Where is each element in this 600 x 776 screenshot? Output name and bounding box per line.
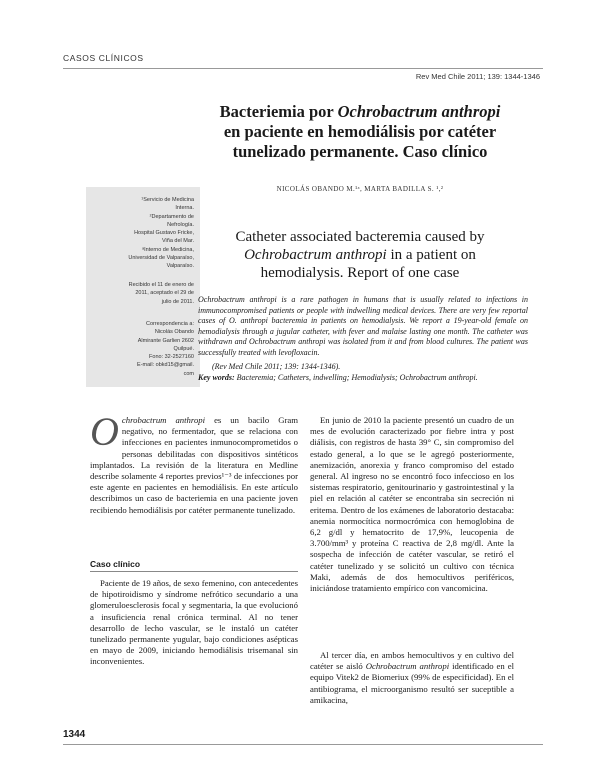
correspondence — [88, 320, 194, 378]
correspondence-line: Fono: 32-2527160 — [149, 354, 194, 361]
affiliation-line: ᵃInterno de Medicina, — [142, 246, 194, 253]
received-line: 2011, aceptado el 29 de — [135, 290, 194, 297]
affiliations — [88, 196, 194, 271]
correspondence-line: Quilpué. — [173, 345, 194, 352]
affiliation-line: ¹Servicio de Medicina — [141, 197, 194, 203]
correspondence-line: Correspondencia a: — [145, 321, 194, 327]
case-heading-rule — [90, 571, 298, 572]
affiliation-line: ²Departamento de — [149, 213, 194, 220]
article-title-spanish: Bacteriemia por Ochrobactrum anthropi en paciente en hemodiálisis por catéter tunelizado permanente. Caso clínico — [219, 102, 501, 161]
affiliation-line: Hospital Gustavo Fricke, — [134, 230, 194, 237]
drop-cap: O — [90, 409, 119, 454]
abstract: Ochrobactrum anthropi is a rare pathogen in humans that is usually related to infections in immunocompromised patients or people with indwelling medical devices. There are very few reportal cases of O. anthropi bacteremia in patients on hemodialysis. We report a 19-year-old female on hemodialysis through a jugular catheter, with fever and malaise lasting one month. The catheter was withdrawn and Ochrobactrum anthropi was isolated from it and from blood cultures. The patient was successfully treated with levofloxacin. — [198, 295, 528, 357]
received-line: Recibido el 11 de enero de — [128, 282, 194, 288]
author-list: NICOLÁS OBANDO M.¹ᵃ, MARTA BADILLA S. ¹,² — [276, 185, 444, 193]
keywords: Key words: Bacteremia; Catheters, indwelling; Hemodialysis; Ochrobactrum anthropi. — [198, 373, 478, 382]
received-line: julio de 2011. — [161, 298, 194, 305]
journal-reference: Rev Med Chile 2011; 139: 1344-1346 — [415, 72, 540, 81]
page-number: 1344 — [63, 729, 86, 740]
correspondence-line: E-mail: obkd15@gmail. — [137, 362, 194, 369]
case-heading: Caso clínico — [90, 559, 141, 569]
correspondence-line: Nicolás Obando — [154, 329, 194, 336]
right-paragraph-1: En junio de 2010 la paciente presentó un cuadro de un mes de evolución caracterizado por fiebre intra y post diálisis, con registros de hasta 39° C, sin compromiso del estado general, a lo que se le agregó posteriormente, anemización, anorexia y franco compromiso del estado general. Al ingreso no se encontró foco infeccioso en los sistemas respiratorio, genitourinario y gastrointestinal y la piel en relación al catéter se encontraba sin secreción ni eritema. Dentro de los exámenes de laboratorio destacaba: anemia normocítica normocrómica con hemoglobina de 6,2 g/dl y hematocrito de 17,9%, leucopenia de 3.700/mm³ y proteína C reactiva de 2,8 mg/dl. Ante la sospecha de infección de catéter vascular, se retiró el catéter tunelizado y se solicitó un cultivo con técnica Maki, además de dos hemocultivos periféricos, iniciándose tratamiento empírico con vancomicina. — [310, 415, 514, 594]
case-paragraph: Paciente de 19 años, de sexo femenino, con antecedentes de hipotiroidismo y síndrome nefrótico secundario a una glomeruloesclerosis focal y segmentaria, la que evolucionó a insuficiencia renal crónica terminal. Al no tener desarrollo de lecho vascular, se le instaló un catéter tunelizado permanente yugular, bajo condiciones asépticas en mayo de 2009, iniciando hemodiálisis trisemanal sin inconvenientes. — [90, 578, 298, 667]
affiliation-line: Universidad de Valparaíso, — [128, 255, 194, 262]
header-rule — [63, 68, 543, 69]
affiliation-line: Valparaíso. — [166, 263, 194, 270]
keywords-label: Key words: — [198, 373, 235, 382]
received-dates — [88, 281, 194, 306]
article-title-english: Catheter associated bacteremia caused by Ochrobactrum anthropi in a patient on hemodialysis. Report of one case — [235, 229, 485, 281]
affiliation-line: Viña del Mar. — [161, 238, 194, 245]
intro-paragraph: O chrobactrum anthropi es un bacilo Gram negativo, no fermentador, que se relaciona con infecciones en pacientes inmunocomprometidos o personas debilitadas con dispositivos sintéticos implantados. La revisión de la literatura en Medline describe solamente 4 reportes previos¹⁻³ de infecciones por este agente en pacientes en hemodiálisis. En este artículo describimos un caso de bacteriemia en una paciente joven recibiendo hemodiálisis por catéter permanente tunelizado. — [90, 409, 298, 515]
affiliation-line: Nefrología. — [167, 221, 194, 228]
footer-rule — [63, 744, 543, 745]
correspondence-line: Almirante Garlien 2602 — [137, 337, 194, 344]
citation: (Rev Med Chile 2011; 139: 1344-1346). — [212, 362, 341, 371]
right-paragraph-2: Al tercer día, en ambos hemocultivos y en cultivo del catéter se aisló Ochrobactrum anthropi identificado en el equipo Vitek2 de Biomeriux (99% de especificidad). En el antibiograma, el microorganismo resultó ser suceptible a amikacina, — [310, 650, 514, 705]
correspondence-line: com — [183, 370, 194, 377]
affiliation-line: Interna. — [175, 205, 194, 212]
section-label: CASOS CLÍNICOS — [63, 53, 144, 63]
